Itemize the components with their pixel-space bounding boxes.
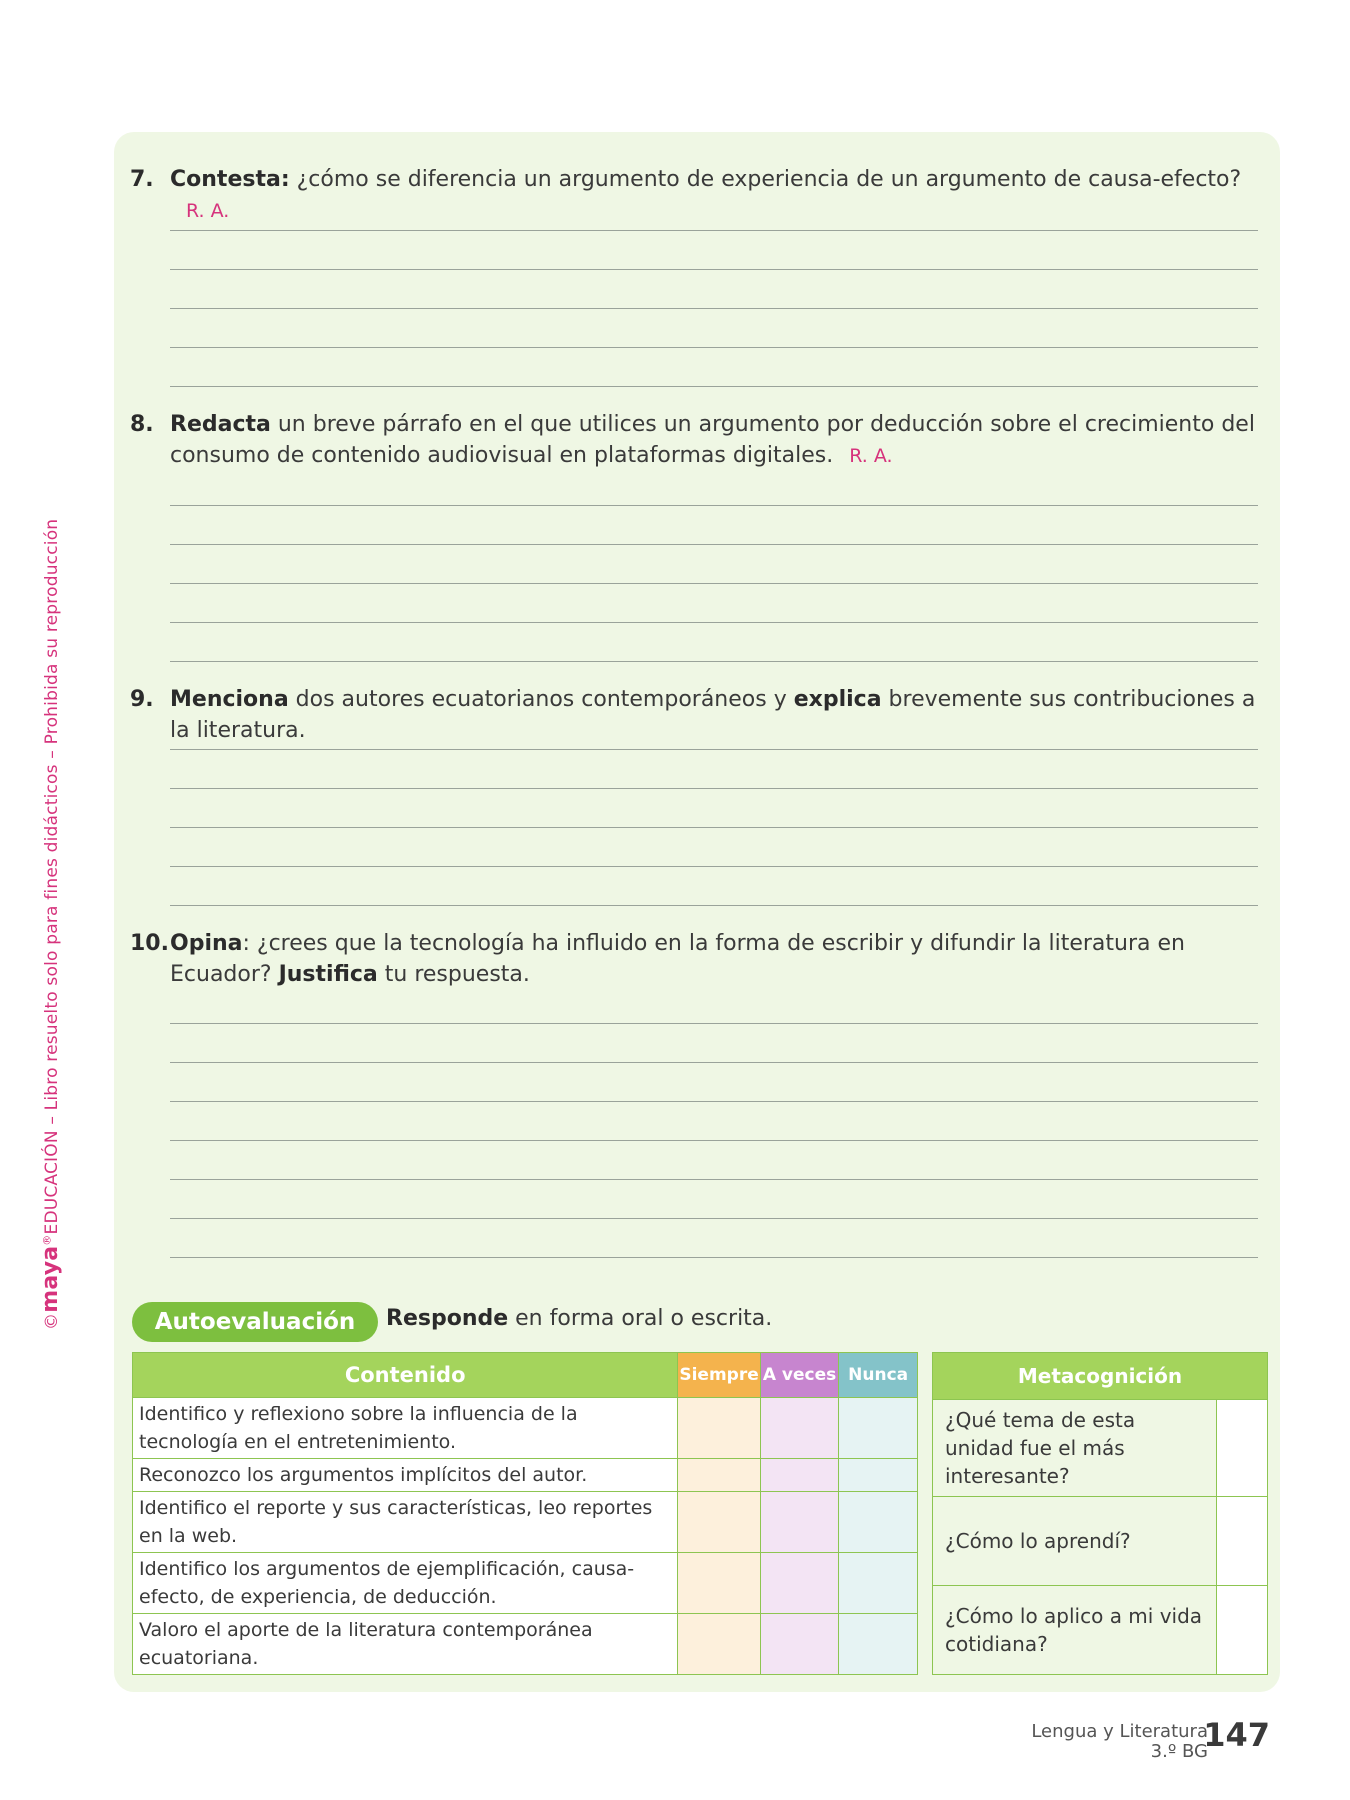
- table-row: [133, 1553, 918, 1614]
- answer-line[interactable]: [170, 386, 1258, 387]
- answer-line[interactable]: [170, 1101, 1258, 1102]
- table-row: [133, 1459, 918, 1492]
- subject-name: Lengua y Literatura: [1031, 1721, 1208, 1742]
- answer-line[interactable]: [170, 308, 1258, 309]
- question-text: : ¿crees que la tecnología ha influido en la forma de escribir y difundir la literatura en Ecuador?: [170, 931, 1185, 987]
- answer-line[interactable]: [170, 1062, 1258, 1063]
- answer-line[interactable]: [170, 1218, 1258, 1219]
- table-row: [133, 1398, 918, 1459]
- siempre-check-cell[interactable]: [678, 1459, 760, 1492]
- column-header-a-veces: A veces: [760, 1353, 839, 1398]
- siempre-check-cell[interactable]: [678, 1553, 760, 1614]
- metacognicion-header: Metacognición: [933, 1353, 1268, 1400]
- column-header-siempre: Siempre: [678, 1353, 760, 1398]
- answer-line[interactable]: [170, 230, 1258, 231]
- table-row: [933, 1497, 1268, 1586]
- contenido-cell: Reconozco los argumentos implícitos del autor.: [133, 1459, 678, 1492]
- siempre-check-cell[interactable]: [678, 1614, 760, 1675]
- question-text: ¿cómo se diferencia un argumento de experiencia de un argumento de causa-efecto?: [289, 167, 1242, 192]
- nunca-check-cell[interactable]: [839, 1614, 918, 1675]
- a-veces-check-cell[interactable]: [760, 1459, 839, 1492]
- contenido-cell: Valoro el aporte de la literatura contemporánea ecuatoriana.: [133, 1614, 678, 1675]
- question-lead: Contesta:: [170, 167, 290, 192]
- answer-line[interactable]: [170, 1179, 1258, 1180]
- answer-note: R. A.: [849, 445, 893, 467]
- registered-mark: ®: [40, 1234, 54, 1246]
- contenido-cell: Identifico y reflexiono sobre la influencia de la tecnología en el entretenimiento.: [133, 1398, 678, 1459]
- contenido-cell: Identifico los argumentos de ejemplificación, causa-efecto, de experiencia, de deducción.: [133, 1553, 678, 1614]
- question-number: 10.: [130, 931, 169, 956]
- siempre-check-cell[interactable]: [678, 1492, 760, 1553]
- column-header-contenido: Contenido: [133, 1353, 678, 1398]
- question-lead: Opina: [170, 931, 243, 956]
- answer-line[interactable]: [170, 1140, 1258, 1141]
- siempre-check-cell[interactable]: [678, 1398, 760, 1459]
- answer-line[interactable]: [170, 661, 1258, 662]
- question-text: un breve párrafo en el que utilices un argumento por deducción sobre el crecimiento del consumo de contenido audiovisual en plataformas digitales.: [170, 412, 1255, 468]
- question-number: 8.: [130, 412, 154, 437]
- answer-line[interactable]: [170, 827, 1258, 828]
- table-row: [933, 1400, 1268, 1497]
- a-veces-check-cell[interactable]: [760, 1398, 839, 1459]
- question-9: [130, 684, 1270, 746]
- credit-text: EDUCACIÓN – Libro resuelto solo para fines didácticos – Prohibida su reproducción: [42, 518, 62, 1235]
- metacognicion-answer-box[interactable]: [1217, 1400, 1268, 1497]
- question-text: brevemente sus contribuciones a la literatura.: [170, 687, 1256, 743]
- answer-line[interactable]: [170, 622, 1258, 623]
- question-lead: Menciona: [170, 687, 289, 712]
- grade-label: 3.º BG: [1150, 1741, 1208, 1762]
- nunca-check-cell[interactable]: [839, 1492, 918, 1553]
- autoevaluacion-badge: Autoevaluación: [132, 1302, 378, 1342]
- metacognicion-question: ¿Cómo lo aprendí?: [933, 1497, 1217, 1586]
- instruction-verb: Responde: [386, 1306, 509, 1331]
- nunca-check-cell[interactable]: [839, 1553, 918, 1614]
- question-text: tu respuesta.: [377, 962, 530, 987]
- column-header-nunca: Nunca: [839, 1353, 918, 1398]
- a-veces-check-cell[interactable]: [760, 1614, 839, 1675]
- answer-line[interactable]: [170, 544, 1258, 545]
- metacognicion-answer-box[interactable]: [1217, 1586, 1268, 1675]
- question-number: 9.: [130, 687, 154, 712]
- answer-line[interactable]: [170, 347, 1258, 348]
- answer-line[interactable]: [170, 749, 1258, 750]
- table-row: [133, 1492, 918, 1553]
- answer-line[interactable]: [170, 269, 1258, 270]
- a-veces-check-cell[interactable]: [760, 1553, 839, 1614]
- answer-line[interactable]: [170, 1023, 1258, 1024]
- nunca-check-cell[interactable]: [839, 1459, 918, 1492]
- contenido-cell: Identifico el reporte y sus características, leo reportes en la web.: [133, 1492, 678, 1553]
- question-bold-verb: explica: [793, 687, 882, 712]
- table-row: [933, 1586, 1268, 1675]
- brand-logo-text: maya: [38, 1245, 63, 1313]
- footer-subject: [1031, 1722, 1208, 1762]
- instruction-text: en forma oral o escrita.: [508, 1306, 773, 1331]
- answer-line[interactable]: [170, 905, 1258, 906]
- question-lead: Redacta: [170, 412, 271, 437]
- question-7: [130, 164, 1270, 227]
- question-10: [130, 928, 1270, 990]
- autoevaluacion-table: [132, 1352, 918, 1675]
- table-row: [133, 1614, 918, 1675]
- answer-line[interactable]: [170, 583, 1258, 584]
- metacognicion-question: ¿Qué tema de esta unidad fue el más interesante?: [933, 1400, 1217, 1497]
- metacognicion-question: ¿Cómo lo aplico a mi vida cotidiana?: [933, 1586, 1217, 1675]
- a-veces-check-cell[interactable]: [760, 1492, 839, 1553]
- metacognicion-table: [932, 1352, 1268, 1675]
- question-bold-verb: Justifica: [278, 962, 378, 987]
- answer-line[interactable]: [170, 1257, 1258, 1258]
- metacognicion-answer-box[interactable]: [1217, 1497, 1268, 1586]
- question-8: [130, 409, 1270, 472]
- copyright-symbol: ©: [42, 1312, 62, 1330]
- side-copyright-credit: [38, 519, 63, 1330]
- answer-line[interactable]: [170, 505, 1258, 506]
- nunca-check-cell[interactable]: [839, 1398, 918, 1459]
- answer-line[interactable]: [170, 788, 1258, 789]
- question-text: dos autores ecuatorianos contemporáneos y: [288, 687, 794, 712]
- answer-line[interactable]: [170, 866, 1258, 867]
- page-number: 147: [1203, 1716, 1270, 1754]
- answer-note: R. A.: [186, 200, 230, 222]
- question-number: 7.: [130, 167, 154, 192]
- autoevaluacion-instruction: [386, 1306, 772, 1331]
